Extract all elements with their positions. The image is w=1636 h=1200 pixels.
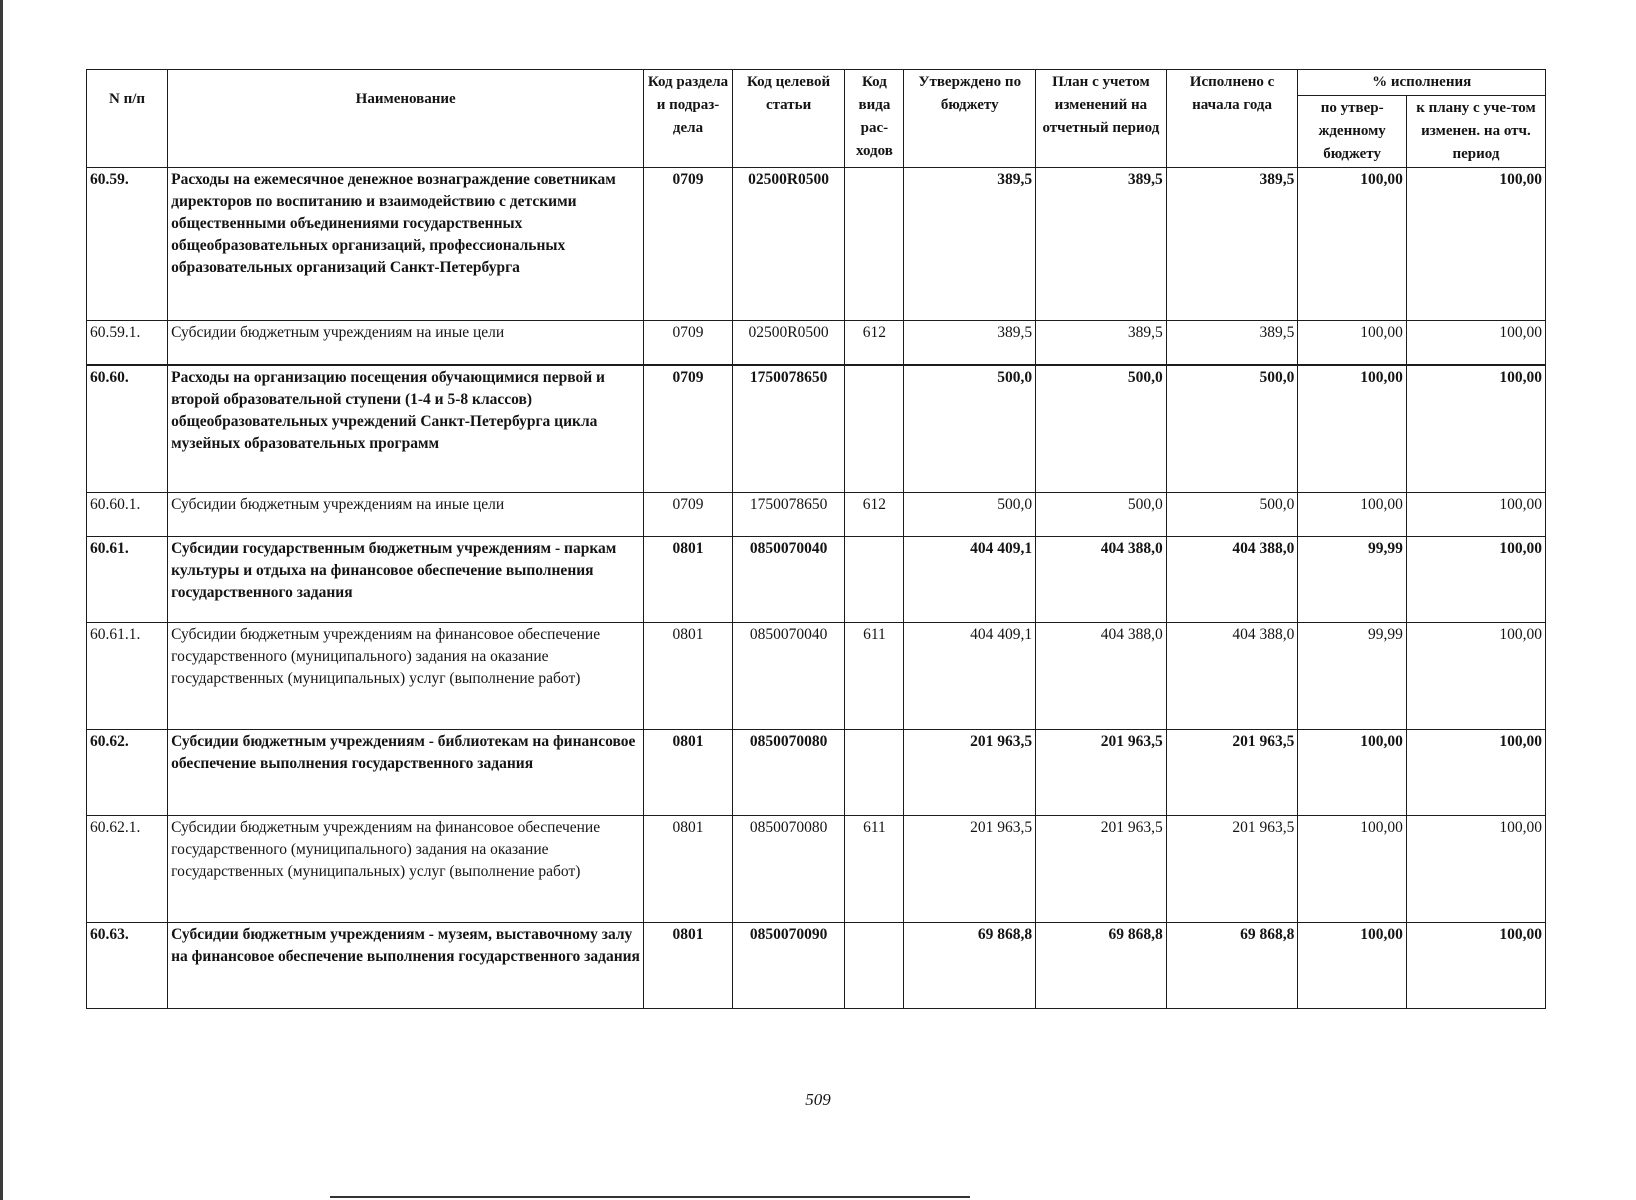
cell-approved-value: 500,0: [904, 493, 1036, 537]
cell-pct-budget-value: 100,00: [1298, 816, 1407, 923]
cell-expense-kind-code: [845, 923, 904, 1009]
cell-section-code: 0709: [644, 321, 732, 365]
cell-target-code: 1750078650: [732, 493, 845, 537]
cell-expense-kind-code: [845, 365, 904, 493]
cell-pct-plan-value: 100,00: [1406, 816, 1545, 923]
cell-pct-budget-value: 99,99: [1298, 537, 1407, 623]
table-header: [87, 70, 1546, 168]
cell-pct-plan-value: 100,00: [1406, 321, 1545, 365]
cell-executed-value: 201 963,5: [1166, 816, 1298, 923]
cell-executed-value: 69 868,8: [1166, 923, 1298, 1009]
cell-pct-budget-value: 99,99: [1298, 623, 1407, 730]
cell-plan-value: 389,5: [1036, 168, 1167, 321]
cell-expense-kind-code: [845, 168, 904, 321]
cell-target-code: 0850070040: [732, 537, 845, 623]
header-executed: Исполнено с начала года: [1166, 70, 1298, 168]
cell-executed-value: 389,5: [1166, 168, 1298, 321]
cell-name: Расходы на ежемесячное денежное вознаграждение советникам директоров по воспитанию и взаимодействию с детскими общественными объединениями государственных общеобразовательных организаций, профессиональных образовательных организаций Санкт-Петербурга: [168, 168, 644, 321]
cell-section-code: 0801: [644, 623, 732, 730]
cell-pct-budget-value: 100,00: [1298, 168, 1407, 321]
cell-target-code: 0850070080: [732, 816, 845, 923]
cell-pct-plan-value: 100,00: [1406, 623, 1545, 730]
cell-plan-value: 404 388,0: [1036, 537, 1167, 623]
cell-plan-value: 500,0: [1036, 365, 1167, 493]
cell-expense-kind-code: 611: [845, 816, 904, 923]
bottom-rule: [330, 1196, 970, 1198]
cell-name: Субсидии бюджетным учреждениям на финансовое обеспечение государственного (муниципального) задания на оказание государственных (муниципальных) услуг (выполнение работ): [168, 816, 644, 923]
header-expense-kind-code: Код вида рас-ходов: [845, 70, 904, 168]
cell-target-code: 0850070080: [732, 730, 845, 816]
cell-target-code: 02500R0500: [732, 321, 845, 365]
table-body: [87, 168, 1546, 1009]
header-plan: План с учетом изменений на отчетный период: [1036, 70, 1167, 168]
cell-pct-budget-value: 100,00: [1298, 365, 1407, 493]
cell-pct-plan-value: 100,00: [1406, 923, 1545, 1009]
cell-row-number: 60.59.: [87, 168, 168, 321]
cell-target-code: 0850070040: [732, 623, 845, 730]
table-row: [87, 168, 1546, 321]
page-number: 509: [805, 1090, 831, 1109]
cell-expense-kind-code: [845, 730, 904, 816]
header-section-code: Код раздела и подраз-дела: [644, 70, 732, 168]
table-row: [87, 816, 1546, 923]
header-pct-budget: по утвер-жденному бюджету: [1298, 96, 1407, 168]
cell-pct-plan-value: 100,00: [1406, 537, 1545, 623]
cell-target-code: 0850070090: [732, 923, 845, 1009]
cell-expense-kind-code: 611: [845, 623, 904, 730]
cell-row-number: 60.62.: [87, 730, 168, 816]
cell-approved-value: 389,5: [904, 321, 1036, 365]
cell-target-code: 1750078650: [732, 365, 845, 493]
table-row: [87, 623, 1546, 730]
table-row: [87, 365, 1546, 493]
cell-executed-value: 500,0: [1166, 493, 1298, 537]
cell-approved-value: 389,5: [904, 168, 1036, 321]
cell-expense-kind-code: 612: [845, 493, 904, 537]
cell-executed-value: 500,0: [1166, 365, 1298, 493]
header-name: Наименование: [168, 70, 644, 168]
cell-expense-kind-code: [845, 537, 904, 623]
cell-name: Субсидии бюджетным учреждениям на финансовое обеспечение государственного (муниципального) задания на оказание государственных (муниципальных) услуг (выполнение работ): [168, 623, 644, 730]
cell-row-number: 60.60.: [87, 365, 168, 493]
cell-name: Субсидии бюджетным учреждениям - музеям, выставочному залу на финансовое обеспечение выполнения государственного задания: [168, 923, 644, 1009]
cell-plan-value: 201 963,5: [1036, 730, 1167, 816]
cell-pct-budget-value: 100,00: [1298, 923, 1407, 1009]
cell-pct-plan-value: 100,00: [1406, 493, 1545, 537]
cell-plan-value: 69 868,8: [1036, 923, 1167, 1009]
cell-plan-value: 404 388,0: [1036, 623, 1167, 730]
header-target-code: Код целевой статьи: [732, 70, 845, 168]
cell-pct-plan-value: 100,00: [1406, 365, 1545, 493]
cell-pct-budget-value: 100,00: [1298, 730, 1407, 816]
cell-section-code: 0709: [644, 365, 732, 493]
cell-name: Субсидии государственным бюджетным учреждениям - паркам культуры и отдыха на финансовое обеспечение выполнения государственного задания: [168, 537, 644, 623]
cell-plan-value: 201 963,5: [1036, 816, 1167, 923]
table-row: [87, 321, 1546, 365]
cell-plan-value: 389,5: [1036, 321, 1167, 365]
table-row: [87, 730, 1546, 816]
cell-section-code: 0801: [644, 730, 732, 816]
cell-approved-value: 201 963,5: [904, 730, 1036, 816]
cell-plan-value: 500,0: [1036, 493, 1167, 537]
cell-approved-value: 69 868,8: [904, 923, 1036, 1009]
cell-row-number: 60.61.: [87, 537, 168, 623]
cell-row-number: 60.61.1.: [87, 623, 168, 730]
cell-name: Субсидии бюджетным учреждениям на иные цели: [168, 493, 644, 537]
cell-target-code: 02500R0500: [732, 168, 845, 321]
cell-approved-value: 500,0: [904, 365, 1036, 493]
cell-section-code: 0709: [644, 493, 732, 537]
cell-expense-kind-code: 612: [845, 321, 904, 365]
cell-section-code: 0801: [644, 537, 732, 623]
cell-section-code: 0801: [644, 816, 732, 923]
cell-executed-value: 389,5: [1166, 321, 1298, 365]
cell-executed-value: 201 963,5: [1166, 730, 1298, 816]
cell-pct-plan-value: 100,00: [1406, 168, 1545, 321]
table-row: [87, 923, 1546, 1009]
cell-section-code: 0801: [644, 923, 732, 1009]
header-num: N п/п: [87, 70, 168, 168]
cell-row-number: 60.62.1.: [87, 816, 168, 923]
cell-approved-value: 404 409,1: [904, 537, 1036, 623]
cell-pct-budget-value: 100,00: [1298, 493, 1407, 537]
cell-section-code: 0709: [644, 168, 732, 321]
cell-name: Субсидии бюджетным учреждениям - библиотекам на финансовое обеспечение выполнения государственного задания: [168, 730, 644, 816]
cell-row-number: 60.59.1.: [87, 321, 168, 365]
budget-execution-table: [86, 69, 1546, 1009]
cell-executed-value: 404 388,0: [1166, 623, 1298, 730]
cell-approved-value: 404 409,1: [904, 623, 1036, 730]
header-percent-group: % исполнения: [1298, 70, 1546, 96]
cell-executed-value: 404 388,0: [1166, 537, 1298, 623]
cell-name: Расходы на организацию посещения обучающимися первой и второй образовательной ступени (1-4 и 5-8 классов) общеобразовательных учреждений Санкт-Петербурга цикла музейных образовательных программ: [168, 365, 644, 493]
cell-pct-plan-value: 100,00: [1406, 730, 1545, 816]
cell-pct-budget-value: 100,00: [1298, 321, 1407, 365]
cell-name: Субсидии бюджетным учреждениям на иные цели: [168, 321, 644, 365]
header-pct-plan: к плану с уче-том изменен. на отч. период: [1406, 96, 1545, 168]
table-row: [87, 537, 1546, 623]
table-row: [87, 493, 1546, 537]
header-approved: Утверждено по бюджету: [904, 70, 1036, 168]
cell-row-number: 60.63.: [87, 923, 168, 1009]
scan-edge: [0, 0, 3, 1200]
cell-approved-value: 201 963,5: [904, 816, 1036, 923]
cell-row-number: 60.60.1.: [87, 493, 168, 537]
